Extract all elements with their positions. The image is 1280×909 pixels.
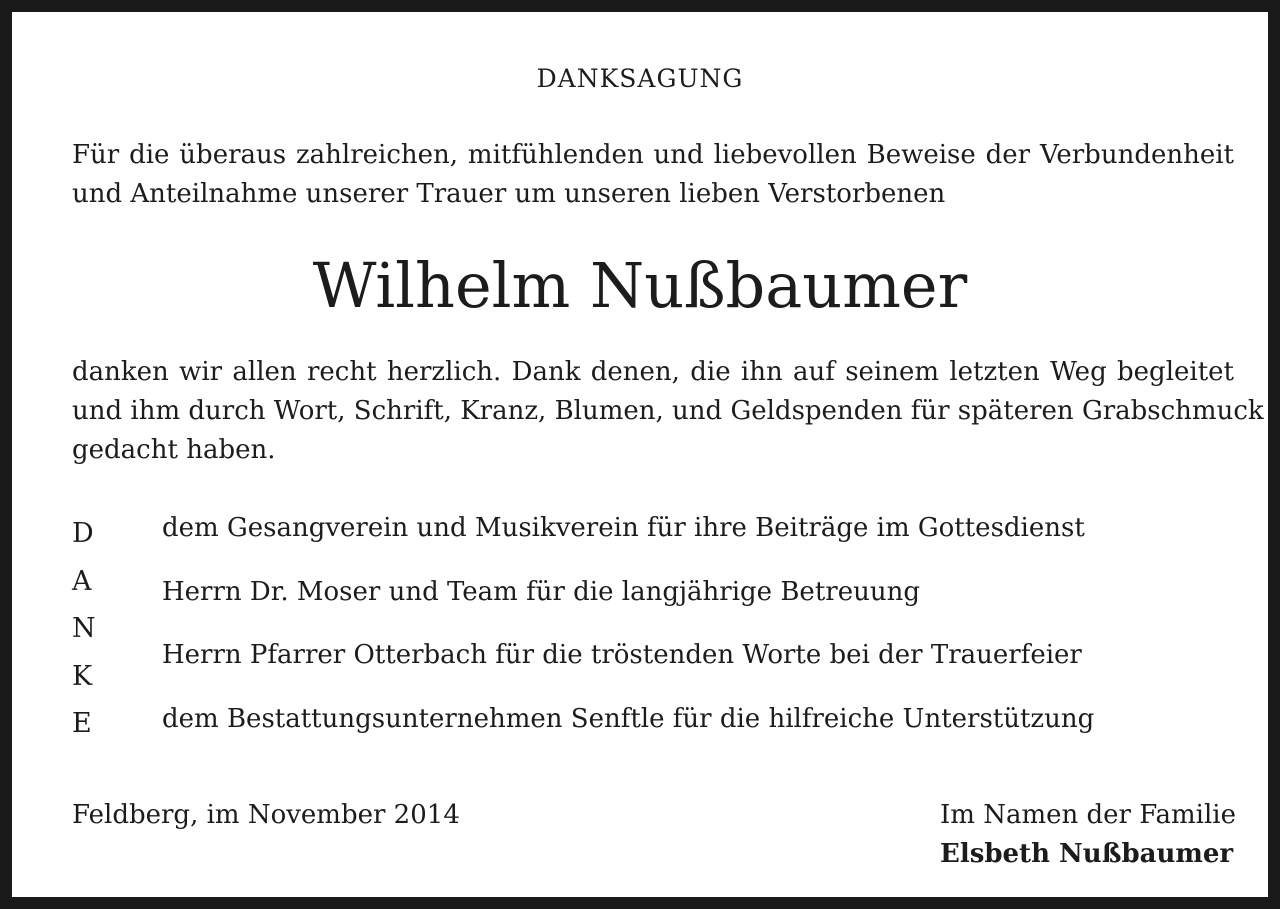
acrostic-letter: A	[72, 565, 92, 597]
acrostic-letter: D	[72, 518, 94, 549]
intro-line: und Anteilnahme unserer Trauer um unseren lieben Verstorbenen	[72, 179, 946, 209]
thanks-item: Herrn Dr. Moser und Team für die langjährige Betreuung	[162, 576, 920, 607]
thanks-item: Herrn Pfarrer Otterbach für die tröstenden Worte bei der Trauerfeier	[162, 640, 1082, 670]
acrostic-letter: E	[72, 708, 92, 739]
signature-name: Elsbeth Nußbaumer	[940, 839, 1234, 869]
thanks-list	[162, 508, 1162, 762]
body-line: danken wir allen recht herzlich. Dank denen, die ihn auf seinem letzten Weg begleitet	[72, 357, 1234, 387]
signature-block	[940, 796, 1236, 874]
danke-acrostic	[72, 510, 102, 748]
signature-line: Im Namen der Familie	[940, 800, 1236, 830]
thanks-paragraph	[72, 353, 1264, 470]
acrostic-letter: N	[72, 613, 96, 644]
notice-title: DANKSAGUNG	[536, 64, 744, 93]
place-date: Feldberg, im November 2014	[72, 800, 460, 830]
body-line: und ihm durch Wort, Schrift, Kranz, Blumen, und Geldspenden für späteren Grabschmuck	[72, 396, 1264, 426]
acrostic-letter: K	[72, 660, 93, 692]
deceased-name: Wilhelm Nußbaumer	[312, 249, 968, 322]
thanks-item: dem Bestattungsunternehmen Senftle für die hilfreiche Unterstützung	[162, 703, 1095, 734]
intro-paragraph	[72, 136, 1234, 214]
intro-line: Für die überaus zahlreichen, mitfühlenden und liebevollen Beweise der Verbundenheit	[72, 140, 1234, 170]
thanks-item: dem Gesangverein und Musikverein für ihre Beiträge im Gottesdienst	[162, 513, 1085, 543]
body-line: gedacht haben.	[72, 435, 276, 465]
